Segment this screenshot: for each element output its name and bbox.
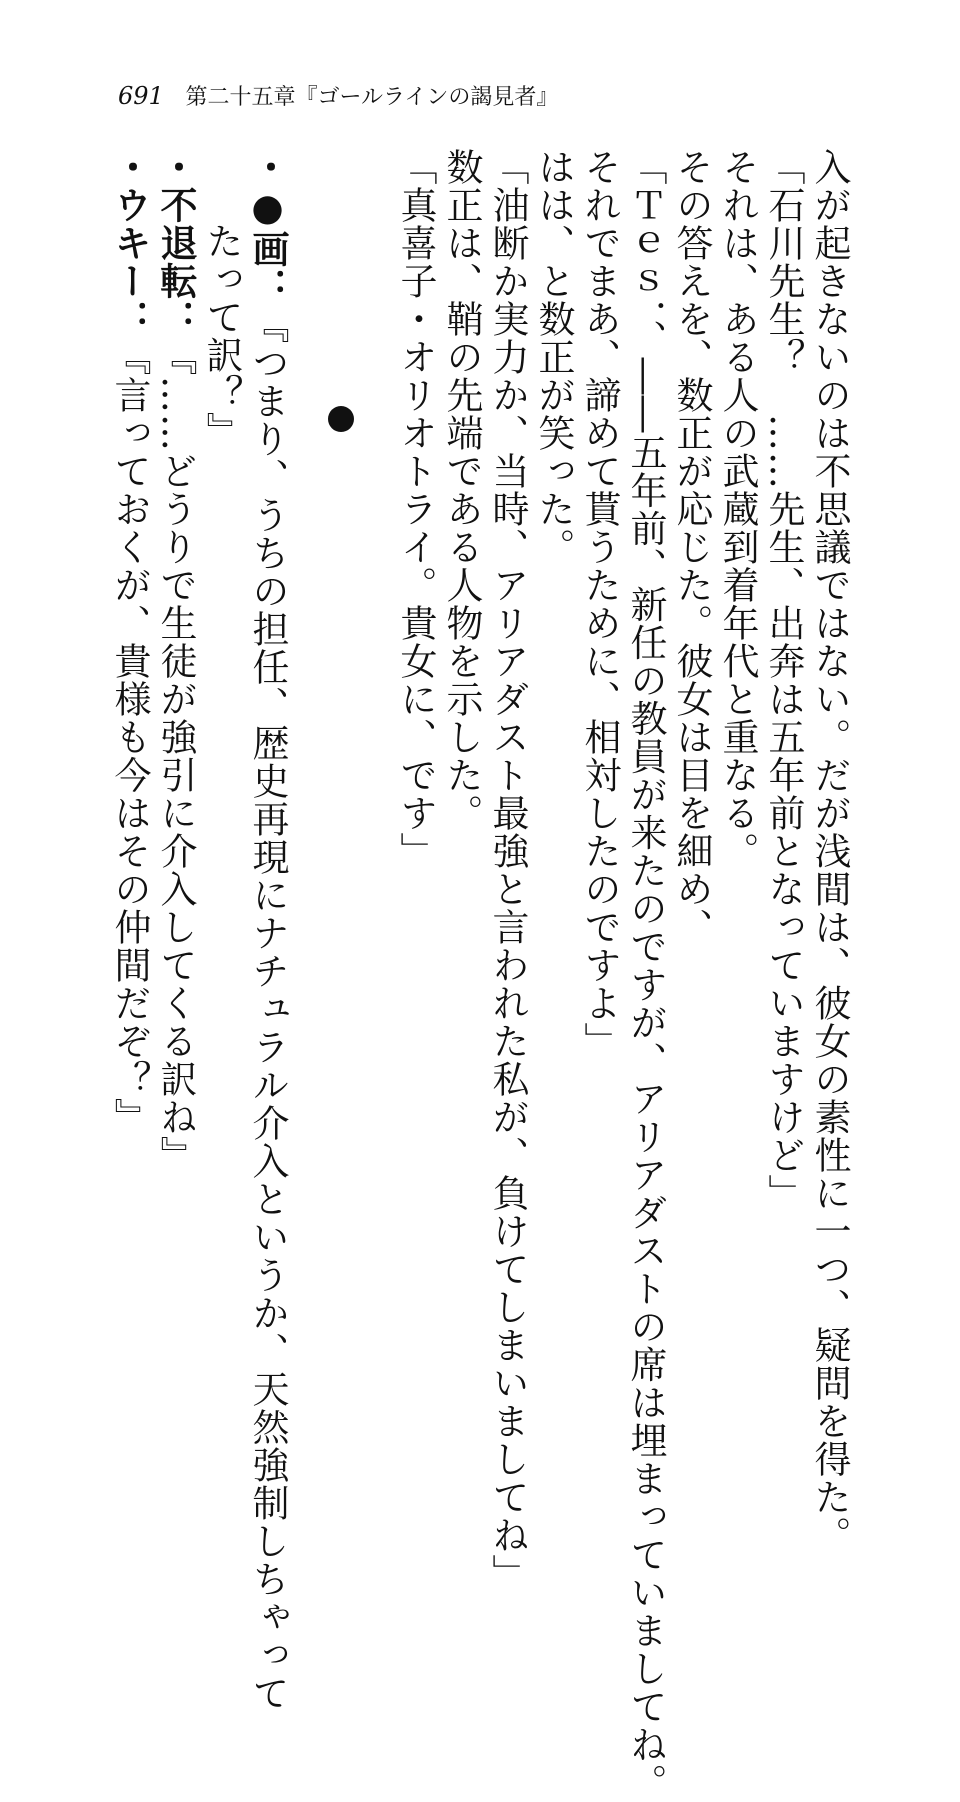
section-break-dot: [328, 406, 354, 432]
dialogue-text: 『……どうりで生徒が強引に介入してくる訳ね』: [154, 338, 197, 1174]
dialogue-text: たって訳？』: [200, 222, 243, 450]
chapter-title: 第二十五章『ゴールラインの謁見者』: [185, 85, 559, 110]
text-line: 数正は、鞘の先端である人物を示した。: [440, 148, 483, 832]
text-line: 入が起きないのは不思議ではない。だが浅間は、彼女の素性に一つ、疑問を得た。: [808, 148, 851, 1554]
text-line: はは、と数正が笑った。: [532, 148, 575, 566]
text-line: それでまあ、諦めて貰うために、相対したのですよ」: [578, 148, 621, 1060]
text-line: 「油断か実力か、当時、アリアダスト最強と言われた私が、負けてしまいましてね」: [486, 148, 529, 1592]
speaker-label: ・ウキー：: [108, 148, 151, 338]
dialogue-line: [106, 148, 152, 1288]
speaker-label: ・●画：: [246, 148, 289, 306]
running-header: [118, 80, 558, 111]
text-line: 「真喜子・オリオトライ。貴女に、です」: [394, 148, 437, 870]
text-line: その答えを、数正が応じた。彼女は目を細め、: [670, 148, 713, 946]
dialogue-text: 『言っておくが、貴様も今はその仲間だぞ？』: [108, 338, 151, 1136]
text-line: 「石川先生？ ……先生、出奔は五年前となっていますけど」: [762, 148, 805, 1212]
dialogue-line: [244, 148, 290, 1712]
dialogue-line: [198, 148, 244, 1288]
text-line: それは、ある人の武蔵到着年代と重なる。: [716, 148, 759, 870]
dialogue-text: 『つまり、うちの担任、歴史再現にナチュラル介入というか、天然強制しちゃって: [246, 306, 289, 1712]
vertical-text-body: [106, 148, 852, 1802]
text-line: 「Ｔｅｓ．、――五年前、新任の教員が来たのですが、アリアダストの席は埋まっていましてね。: [624, 148, 667, 1802]
speaker-label: ・不退転：: [154, 148, 197, 338]
page-number: 691: [118, 82, 164, 110]
dialogue-line: [152, 148, 198, 1288]
